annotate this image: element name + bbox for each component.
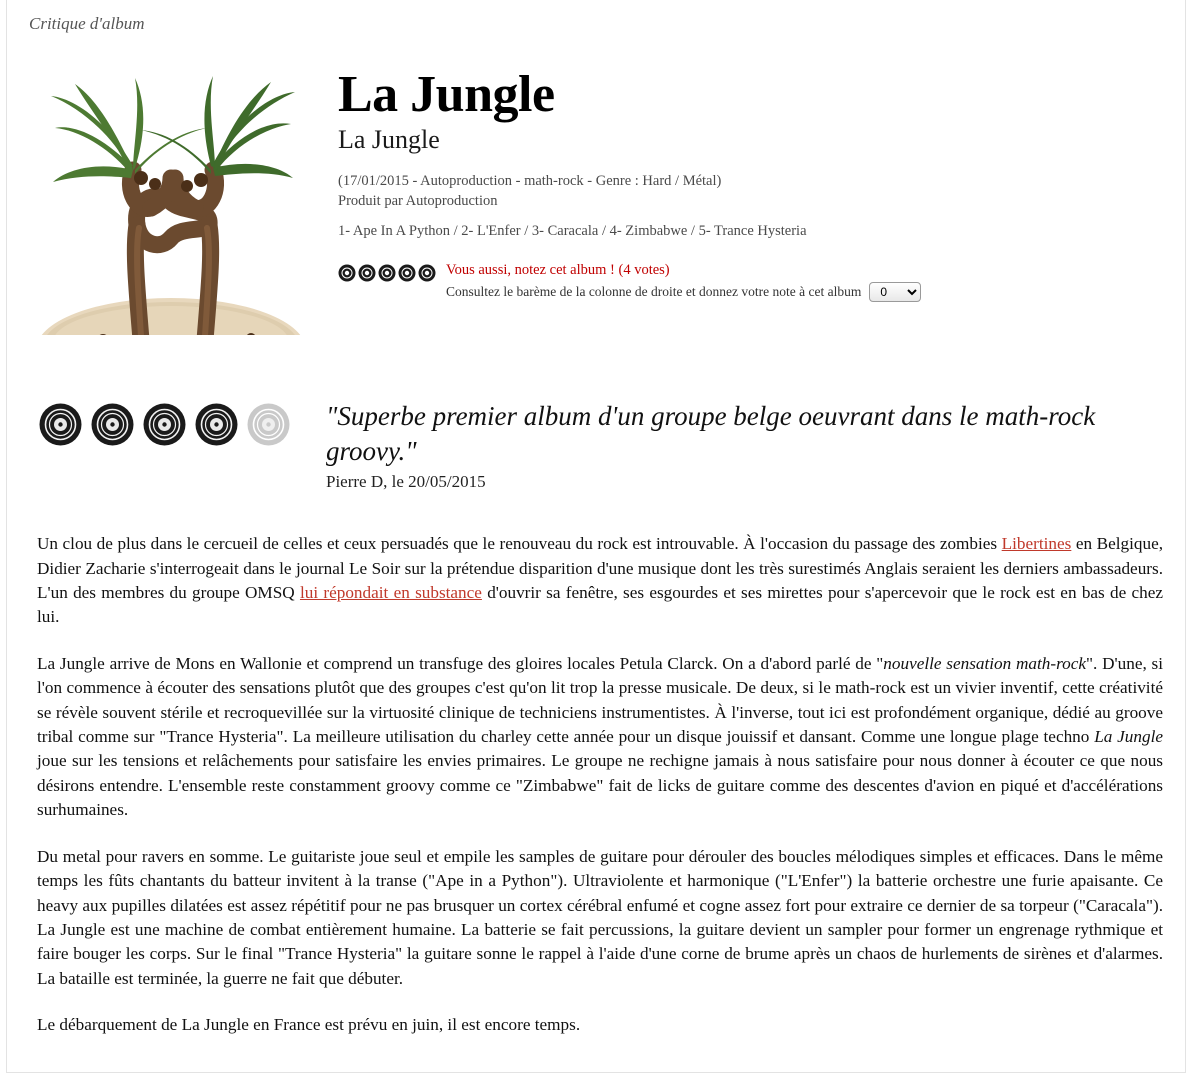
disc-icon[interactable] bbox=[378, 264, 396, 282]
p2-text-c: joue sur les tensions et relâchements pour satisfaire les envies primaires. Le groupe ne rechigne jamais à nous satisfaire pour nous donner à écouter ce que nous désirons entendre. L'ensemble reste constamment groovy comme ce "Zimbabwe" fait de licks de guitare comme des descentes d'avion en piqué et d'accélérations surhumaines. bbox=[37, 751, 1163, 820]
rating-row bbox=[338, 262, 1163, 302]
rate-instruction: Consultez le barème de la colonne de droite et donnez votre note à cet album bbox=[446, 284, 862, 300]
p1-text-b: en Belgique, Didier Zacharie s'interrogeait dans le journal Le Soir sur la prétendue disparition d'une musique dont les très surestimés Anglais seraient les derniers ambassadeurs. L'un des membres du groupe OMSQ bbox=[37, 534, 1163, 602]
review-body bbox=[7, 492, 1185, 1068]
rate-call-to-action[interactable]: Vous aussi, notez cet album ! (4 votes) bbox=[446, 262, 670, 279]
album-header bbox=[7, 44, 1185, 335]
link-libertines[interactable]: Libertines bbox=[1001, 534, 1072, 554]
album-tracklist: 1- Ape In A Python / 2- L'Enfer / 3- Caracala / 4- Zimbabwe / 5- Trance Hysteria bbox=[338, 223, 807, 240]
review-paragraph-4: Le débarquement de La Jungle en France est prévu en juin, il est encore temps. bbox=[37, 1015, 581, 1035]
verdict-quote: "Superbe premier album d'un groupe belge oeuvrant dans le math-rock groovy." bbox=[326, 401, 1096, 466]
verdict-author: Pierre D, le 20/05/2015 bbox=[326, 472, 486, 492]
verdict-text bbox=[290, 399, 1163, 492]
album-title: La Jungle bbox=[338, 66, 555, 123]
page-title: Critique d'album bbox=[29, 14, 145, 33]
editor-rating-discs bbox=[39, 399, 290, 446]
disc-icon bbox=[39, 403, 82, 446]
album-producer: Produit par Autoproduction bbox=[338, 193, 498, 210]
p1-text-a: Un clou de plus dans le cercueil de celles et ceux persuadés que le renouveau du rock est introuvable. À l'occasion du passage des zombies bbox=[37, 534, 1002, 554]
rating-texts bbox=[436, 262, 921, 302]
review-paragraph-3: Du metal pour ravers en somme. Le guitariste joue seul et empile les samples de guitare pour dérouler des boucles mélodiques simples et efficaces. Dans le même temps les fûts chantants du batteur invitent à la transe ("Ape in a Python"). Ultraviolente et harmonique ("L'Enfer") la batterie orchestre une furie apaisante. Ce heavy aux pupilles dilatées est assez répétitif pour ne pas brusquer un cortex cérébral enfumé et cogne assez fort pour extraire ce dernier de sa torpeur ("Caracala"). La Jungle est une machine de combat entièrement humaine. La batterie se fait percussions, la guitare devient un sampler pour former un engrenage rythmique et faire bouger les corps. Sur le final "Trance Hysteria" la guitare sonne le rappel à l'aide d'une corne de brume après un chaos de hurlements de sirènes et d'alarmes. La bataille est terminée, la guerre ne fait que débuter. bbox=[37, 846, 1163, 988]
disc-icon[interactable] bbox=[418, 264, 436, 282]
review-paragraph-1 bbox=[37, 532, 1163, 630]
user-rating-discs[interactable] bbox=[338, 262, 436, 282]
disc-icon bbox=[143, 403, 186, 446]
disc-icon-empty bbox=[247, 403, 290, 446]
album-meta bbox=[338, 171, 1163, 211]
disc-icon[interactable] bbox=[358, 264, 376, 282]
note-select[interactable] bbox=[869, 282, 921, 302]
verdict-block bbox=[7, 335, 1185, 492]
review-paragraph-2 bbox=[37, 652, 1163, 823]
album-meta-line: (17/01/2015 - Autoproduction - math-rock - Genre : Hard / Métal) bbox=[338, 173, 722, 190]
p1-text-c: d'ouvrir sa fenêtre, ses esgourdes et ses mirettes pour s'apercevoir que le rock est en bas de chez lui. bbox=[37, 582, 1163, 627]
p2-text-a: La Jungle arrive de Mons en Wallonie et comprend un transfuge des gloires locales Petula Clarck. On a d'abord parlé de " bbox=[37, 653, 884, 673]
content-frame bbox=[6, 0, 1186, 1073]
disc-icon bbox=[91, 403, 134, 446]
p2-emphasis-2: La Jungle bbox=[1094, 727, 1163, 747]
p2-text-b: ". D'une, si l'on commence à écouter des sensations plutôt que des groupes c'est qu'on lit trop la presse musicale. De deux, si le math-rock est un vivier inventif, cette créativité se révèle souvent stérile et recroquevillée sur la virtuosité clinique de techniciens instrumentistes. À l'inverse, tout ici est profondément organique, dédié au groove tribal comme sur "Trance Hysteria". La meilleure utilisation du charley cette année pour un disque jouissif et dansant. Comme une longue plage techno bbox=[37, 653, 1164, 747]
disc-icon bbox=[195, 403, 238, 446]
link-reponse[interactable]: lui répondait en substance bbox=[299, 582, 482, 602]
album-artist: La Jungle bbox=[338, 125, 440, 155]
p2-emphasis-1: nouvelle sensation math-rock bbox=[883, 653, 1087, 673]
disc-icon[interactable] bbox=[338, 264, 356, 282]
disc-icon[interactable] bbox=[398, 264, 416, 282]
album-info bbox=[314, 50, 1163, 302]
rate-instruction-row bbox=[446, 282, 921, 302]
album-cover-image bbox=[29, 50, 314, 335]
